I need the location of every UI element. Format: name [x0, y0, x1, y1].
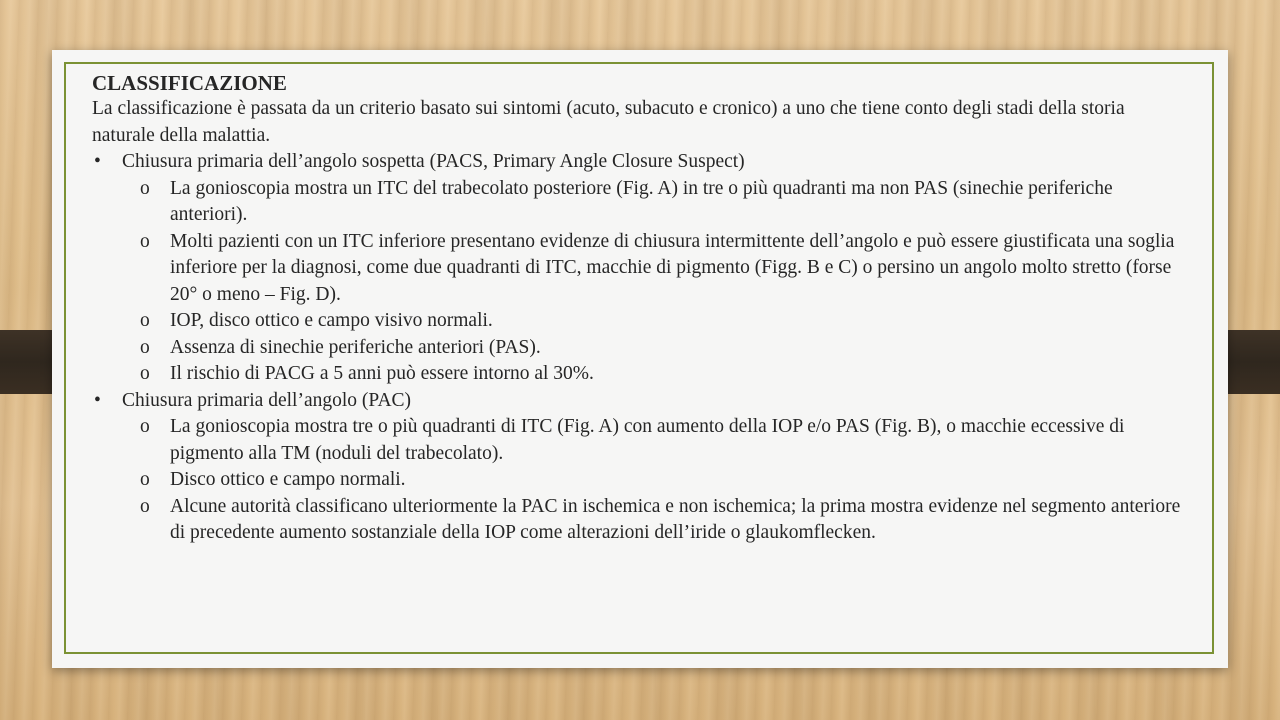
section-heading-text: Chiusura primaria dell’angolo (PAC) [122, 389, 412, 411]
sub-bullet-mark: o [140, 416, 150, 437]
sub-item-text: Assenza di sinechie periferiche anteriori (PAS). [170, 336, 541, 358]
sub-item-text: Disco ottico e campo normali. [170, 469, 406, 490]
section-heading-pac [92, 388, 1192, 415]
sub-item-text: Il rischio di PACG a 5 anni può essere intorno al 30%. [170, 363, 594, 384]
sub-bullet-mark: o [140, 363, 150, 384]
sub-bullet-mark: o [140, 469, 150, 490]
sub-item [92, 176, 1192, 229]
sub-item [92, 335, 1192, 362]
sub-bullet-mark: o [140, 336, 150, 358]
sub-item [92, 308, 1192, 335]
intro-paragraph: La classificazione è passata da un criterio basato sui sintomi (acuto, subacuto e cronico) a uno che tiene conto degli stadi della storia naturale della malattia. [92, 98, 1125, 146]
bullet-mark: • [94, 151, 101, 172]
slide-title: CLASSIFICAZIONE [92, 71, 287, 95]
sub-item [92, 361, 1192, 388]
sub-item-text: Alcune autorità classificano ulteriormente la PAC in ischemica e non ischemica; la prima mostra evidenze nel segmento anteriore di precedente aumento sostanziale della IOP come alterazioni dell’iride o glaukomflecken. [170, 495, 1181, 543]
sub-item-text: IOP, disco ottico e campo visivo normali. [170, 310, 493, 331]
sub-bullet-mark: o [140, 495, 150, 517]
sub-bullet-mark: o [140, 230, 150, 252]
sub-item-text: La gonioscopia mostra tre o più quadranti di ITC (Fig. A) con aumento della IOP e/o PAS (Fig. B), o macchie eccessive di pigmento alla TM (noduli del trabecolato). [170, 416, 1125, 464]
sub-item [92, 414, 1192, 467]
slide-paper [52, 50, 1228, 668]
sub-item [92, 494, 1192, 547]
slide-content [92, 70, 1192, 547]
sub-bullet-mark: o [140, 310, 150, 331]
sub-item-text: Molti pazienti con un ITC inferiore presentano evidenze di chiusura intermittente dell’angolo e può essere giustificata una soglia inferiore per la diagnosi, come due quadranti di ITC, macchie di pigmento (Figg. B e C) o persino un angolo molto stretto (forse 20° o meno – Fig. D). [170, 230, 1175, 305]
sub-item [92, 467, 1192, 494]
section-heading-pacs [92, 149, 1192, 176]
bullet-mark: • [94, 389, 101, 411]
sub-item-text: La gonioscopia mostra un ITC del trabecolato posteriore (Fig. A) in tre o più quadranti ma non PAS (sinechie periferiche anteriori). [170, 177, 1113, 225]
section-heading-text: Chiusura primaria dell’angolo sospetta (PACS, Primary Angle Closure Suspect) [122, 151, 745, 172]
sub-bullet-mark: o [140, 177, 150, 199]
sub-item [92, 229, 1192, 309]
